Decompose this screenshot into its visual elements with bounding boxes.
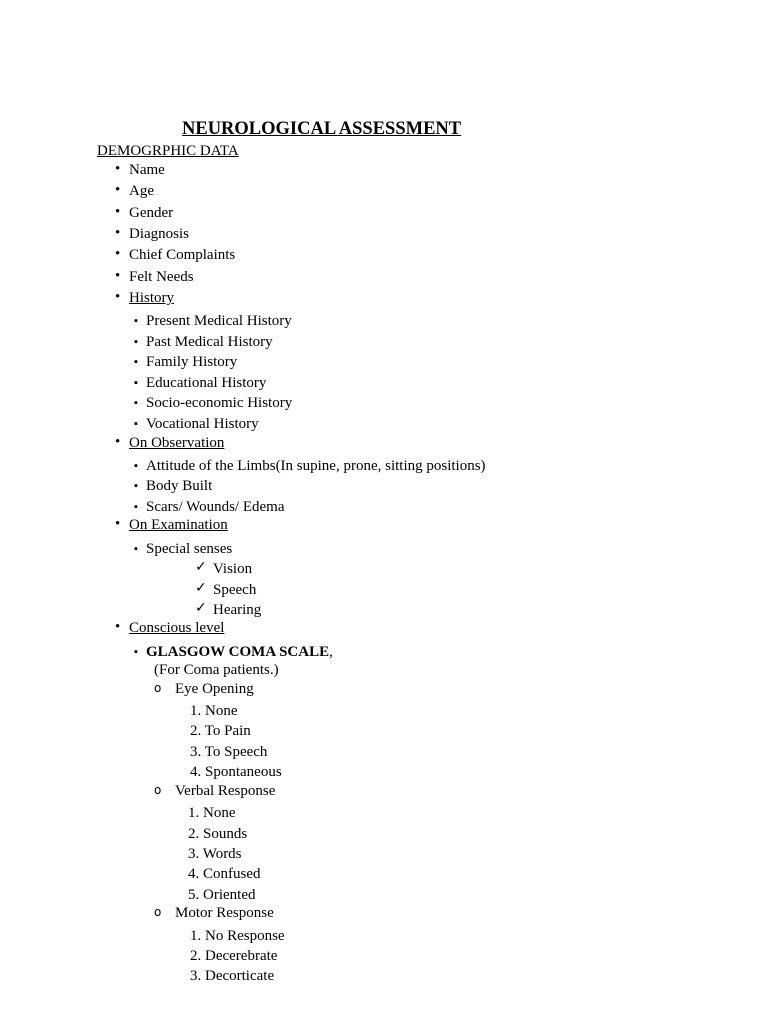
history-heading: History [129, 290, 174, 306]
bullet-icon: • [115, 289, 121, 305]
gcs-comma: , [329, 644, 333, 660]
eye-opening-label: Eye Opening [175, 681, 254, 697]
list-item: Educational History [146, 375, 267, 391]
gcs-heading [146, 643, 333, 661]
checkmark-icon: ✓ [195, 580, 207, 596]
square-bullet-icon: ▪ [134, 480, 138, 492]
numbered-item: 2. Decerebrate [190, 948, 278, 964]
list-item: Hearing [213, 602, 262, 618]
bullet-icon: • [115, 161, 121, 177]
bullet-icon: • [115, 225, 121, 241]
square-bullet-icon: ▪ [134, 315, 138, 327]
square-bullet-icon: ▪ [134, 543, 138, 555]
list-item: Present Medical History [146, 313, 292, 329]
observation-heading: On Observation [129, 435, 225, 451]
list-item: Special senses [146, 541, 233, 557]
numbered-item: 5. Oriented [188, 887, 256, 903]
list-item: Age [129, 183, 154, 199]
motor-response-label: Motor Response [175, 905, 274, 921]
list-item: Vocational History [146, 416, 259, 432]
numbered-item: 3. To Speech [190, 744, 268, 760]
square-bullet-icon: ▪ [134, 501, 138, 513]
list-item: Attitude of the Limbs(In supine, prone, sitting positions) [146, 458, 486, 474]
list-item: Diagnosis [129, 226, 189, 242]
circle-bullet-icon: o [154, 783, 162, 797]
numbered-item: 1. None [188, 805, 236, 821]
conscious-heading: Conscious level [129, 620, 225, 636]
bullet-icon: • [115, 268, 121, 284]
square-bullet-icon: ▪ [134, 418, 138, 430]
bullet-icon: • [115, 182, 121, 198]
list-item: Scars/ Wounds/ Edema [146, 499, 285, 515]
square-bullet-icon: ▪ [134, 336, 138, 348]
square-bullet-icon: ▪ [134, 356, 138, 368]
checkmark-icon: ✓ [195, 559, 207, 575]
circle-bullet-icon: o [154, 905, 162, 919]
list-item: Past Medical History [146, 334, 273, 350]
list-item: Body Built [146, 478, 213, 494]
numbered-item: 3. Decorticate [190, 968, 275, 984]
numbered-item: 2. Sounds [188, 826, 248, 842]
page-title: NEUROLOGICAL ASSESSMENT [182, 119, 462, 139]
bullet-icon: • [115, 619, 121, 635]
numbered-item: 1. None [190, 703, 238, 719]
square-bullet-icon: ▪ [134, 397, 138, 409]
bullet-icon: • [115, 434, 121, 450]
list-item: Socio-economic History [146, 395, 293, 411]
bullet-icon: • [115, 246, 121, 262]
verbal-response-label: Verbal Response [175, 783, 276, 799]
square-bullet-icon: ▪ [134, 646, 138, 658]
checkmark-icon: ✓ [195, 600, 207, 616]
numbered-item: 2. To Pain [190, 723, 251, 739]
square-bullet-icon: ▪ [134, 377, 138, 389]
list-item: Gender [129, 205, 174, 221]
numbered-item: 4. Confused [188, 866, 261, 882]
numbered-item: 3. Words [188, 846, 242, 862]
list-item: Name [129, 162, 165, 178]
list-item: Family History [146, 354, 238, 370]
bullet-icon: • [115, 516, 121, 532]
list-item: Chief Complaints [129, 247, 236, 263]
list-item: Speech [213, 582, 257, 598]
list-item: Felt Needs [129, 269, 194, 285]
examination-heading: On Examination [129, 517, 228, 533]
numbered-item: 1. No Response [190, 928, 285, 944]
numbered-item: 4. Spontaneous [190, 764, 282, 780]
list-item: Vision [213, 561, 253, 577]
gcs-title: GLASGOW COMA SCALE [146, 644, 330, 660]
circle-bullet-icon: o [154, 681, 162, 695]
bullet-icon: • [115, 204, 121, 220]
section-heading: DEMOGRPHIC DATA [97, 143, 239, 159]
gcs-note: (For Coma patients.) [154, 662, 279, 678]
square-bullet-icon: ▪ [134, 460, 138, 472]
